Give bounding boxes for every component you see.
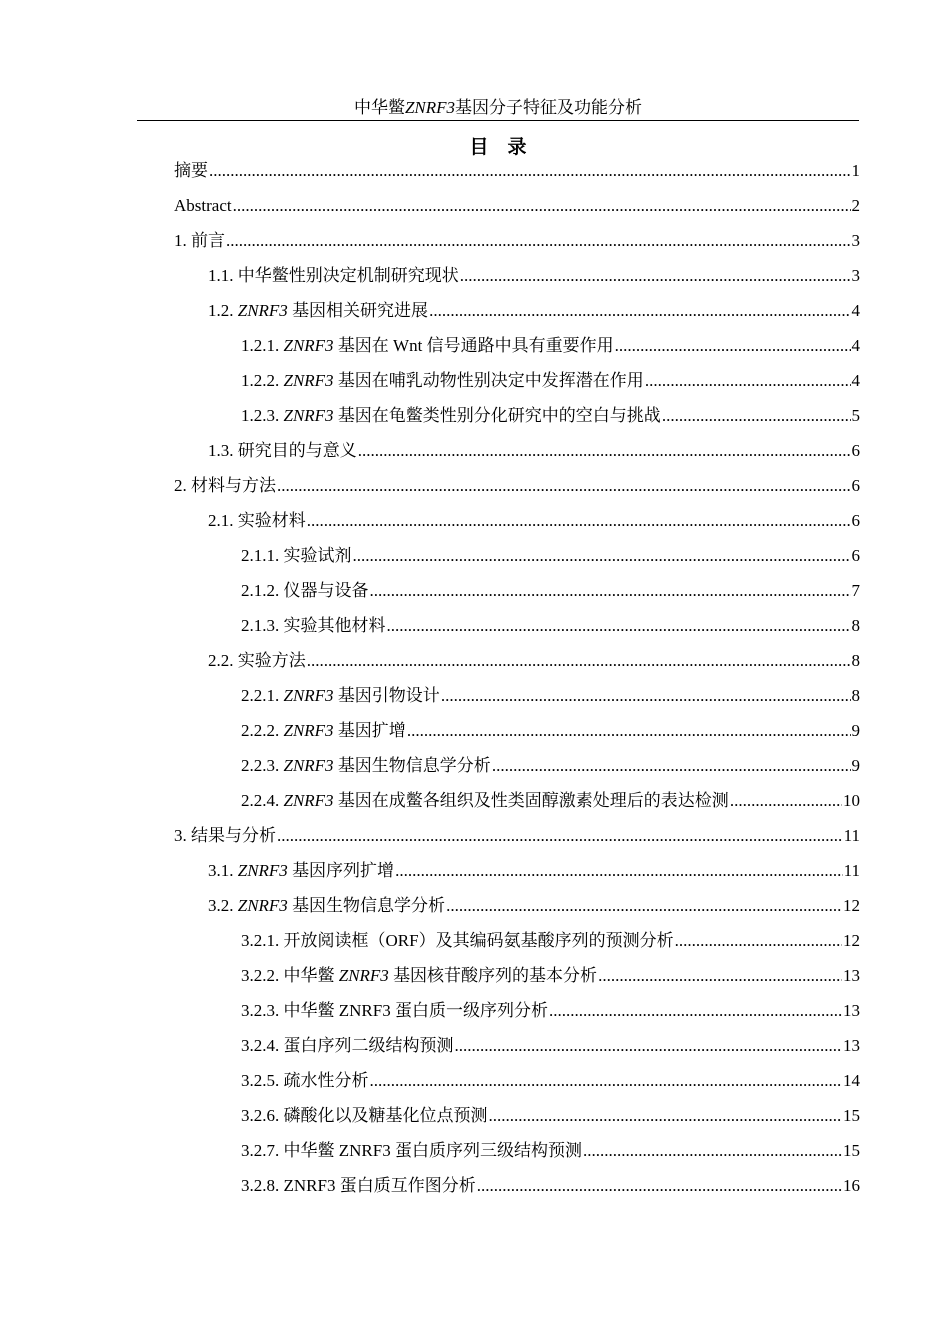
toc-entry-label (241, 997, 548, 1025)
toc-page-number: 11 (843, 861, 860, 880)
toc-entry-text: 材料与方法 (191, 476, 276, 495)
toc-entry-text: 实验其他材料 (283, 616, 386, 635)
running-header (137, 96, 859, 121)
toc-entry-number: 3.2.5. (241, 1071, 284, 1090)
toc-entry-gene-name: ZNRF3 (283, 686, 334, 705)
toc-entry-label (241, 402, 661, 430)
toc-entry-gene-name: ZNRF3 (283, 756, 334, 775)
toc-entry-number: 2.2.4. (241, 791, 284, 810)
dot-leader (307, 507, 851, 535)
dot-leader (233, 192, 851, 220)
toc-entry-text: 中华鳖 ZNRF3 蛋白质序列三级结构预测 (283, 1141, 582, 1160)
toc-entry[interactable] (174, 297, 860, 332)
dot-leader (277, 822, 843, 850)
toc-entry-text-suffix: 基因在龟鳖类性别分化研究中的空白与挑战 (333, 406, 661, 425)
toc-page-number: 5 (851, 406, 860, 425)
toc-entry-text-suffix: 基因核苷酸序列的基本分析 (388, 966, 598, 985)
toc-entry[interactable] (174, 437, 860, 472)
toc-entry-text: 开放阅读框（ORF）及其编码氨基酸序列的预测分析 (283, 931, 674, 950)
toc-title: 目 录 (469, 137, 527, 158)
toc-entry-text: 疏水性分析 (283, 1071, 369, 1090)
toc-entry-number: 3.1. (208, 861, 238, 880)
toc-entry-number: 3. (174, 826, 191, 845)
toc-entry[interactable] (174, 507, 860, 542)
header-prefix: 中华鳖 (353, 98, 405, 117)
toc-entry[interactable] (174, 227, 860, 262)
dot-leader (307, 647, 851, 675)
toc-entry[interactable] (174, 647, 860, 682)
toc-page-number: 9 (851, 756, 860, 775)
toc-entry-number: 1.3. (208, 441, 238, 460)
toc-entry-number: 2.1.3. (241, 616, 284, 635)
toc-entry-text: 蛋白序列二级结构预测 (283, 1036, 454, 1055)
toc-entry-number: 1.2.2. (241, 371, 284, 390)
toc-entry-number: 2.2.2. (241, 721, 284, 740)
dot-leader (477, 1172, 842, 1200)
toc-entry[interactable] (174, 612, 860, 647)
toc-entry-label (174, 192, 232, 220)
dot-leader (455, 1032, 843, 1060)
toc-entry-number: 2.2.3. (241, 756, 284, 775)
toc-entry[interactable] (174, 332, 860, 367)
dot-leader (549, 997, 842, 1025)
toc-page-number: 6 (851, 546, 860, 565)
toc-page-number: 12 (843, 896, 860, 915)
toc-page-number: 8 (851, 651, 860, 670)
toc-page-number: 4 (851, 336, 860, 355)
toc-entry-text: 研究目的与意义 (237, 441, 357, 460)
toc-entry-text: Abstract (174, 196, 232, 215)
toc-entry-text-suffix: 基因生物信息学分析 (333, 756, 491, 775)
toc-entry-label (241, 752, 491, 780)
toc-entry-number: 3.2.8. (241, 1176, 284, 1195)
toc-page-number: 1 (851, 161, 860, 180)
toc-page-number: 13 (843, 1036, 860, 1055)
toc-entry[interactable] (174, 717, 860, 752)
toc-entry-number: 2.2. (208, 651, 238, 670)
toc-entry-text-suffix: 基因在 Wnt 信号通路中具有重要作用 (333, 336, 614, 355)
dot-leader (209, 157, 851, 185)
toc-entry-label (241, 542, 352, 570)
toc-entry-number: 2. (174, 476, 191, 495)
toc-entry-text-suffix: 基因引物设计 (333, 686, 440, 705)
toc-entry[interactable] (174, 857, 860, 892)
toc-entry-text: 仪器与设备 (283, 581, 369, 600)
toc-entry-number: 3.2.1. (241, 931, 284, 950)
toc-entry-gene-name: ZNRF3 (283, 371, 334, 390)
toc-page-number: 14 (843, 1071, 860, 1090)
toc-entry-number: 1.1. (208, 266, 238, 285)
toc-entry-label (241, 577, 369, 605)
dot-leader (645, 367, 851, 395)
toc-entry-number: 2.1.1. (241, 546, 284, 565)
toc-entry-number: 3.2.2. (241, 966, 284, 985)
toc-page-number: 15 (843, 1106, 860, 1125)
dot-leader (460, 262, 851, 290)
toc-page-number: 10 (843, 791, 860, 810)
toc-entry[interactable] (174, 542, 860, 577)
toc-entry-number: 1.2.3. (241, 406, 284, 425)
toc-entry-number: 3.2. (208, 896, 238, 915)
dot-leader (446, 892, 842, 920)
toc-entry-gene-name: ZNRF3 (283, 406, 334, 425)
toc-page-number: 6 (851, 441, 860, 460)
toc-entry-number: 3.2.4. (241, 1036, 284, 1055)
dot-leader (662, 402, 851, 430)
toc-entry-label (241, 682, 440, 710)
toc-entry-label (241, 612, 386, 640)
toc-entry[interactable] (174, 1172, 860, 1207)
toc-entry-text: 前言 (191, 231, 225, 250)
toc-entry-gene-name: ZNRF3 (237, 861, 288, 880)
toc-page-number: 11 (843, 826, 860, 845)
toc-entry-label (174, 157, 208, 185)
toc-entry-number: 1.2.1. (241, 336, 284, 355)
toc-entry-text-suffix: 基因扩增 (333, 721, 406, 740)
toc-entry[interactable] (174, 787, 860, 822)
toc-entry-label (208, 437, 357, 465)
toc-page-number: 4 (851, 301, 860, 320)
dot-leader (370, 1067, 843, 1095)
toc-entry-number: 1. (174, 231, 191, 250)
toc-entry-number: 3.2.7. (241, 1141, 284, 1160)
toc-entry-text-suffix: 基因序列扩增 (287, 861, 395, 880)
toc-entry-text-suffix: 基因在成鳖各组织及性类固醇激素处理后的表达检测 (333, 791, 729, 810)
toc-page-number: 15 (843, 1141, 860, 1160)
toc-entry-label (208, 892, 445, 920)
toc-page-number: 6 (851, 476, 860, 495)
toc-entry-gene-name: ZNRF3 (338, 966, 389, 985)
dot-leader (226, 227, 851, 255)
toc-entry[interactable] (174, 822, 860, 857)
toc-entry-number: 2.2.1. (241, 686, 284, 705)
dot-leader (358, 437, 851, 465)
toc-entry-number: 3.2.3. (241, 1001, 284, 1020)
toc-entry-text: 摘要 (174, 161, 208, 180)
toc-entry[interactable] (174, 1137, 860, 1172)
toc-entry-label (241, 1102, 488, 1130)
toc-entry-text: 实验方法 (237, 651, 306, 670)
toc-entry-text: ZNRF3 蛋白质互作图分析 (283, 1176, 476, 1195)
toc-entry-label (241, 1032, 454, 1060)
toc-page-number: 3 (851, 231, 860, 250)
toc-entry[interactable] (174, 682, 860, 717)
toc-entry-label (241, 1172, 476, 1200)
toc-entry[interactable] (174, 577, 860, 612)
toc-entry-text: 中华鳖 (283, 966, 339, 985)
toc-page-number: 13 (843, 966, 860, 985)
toc-entry-number: 2.1. (208, 511, 238, 530)
dot-leader (395, 857, 843, 885)
dot-leader (489, 1102, 843, 1130)
toc-entry[interactable] (174, 892, 860, 927)
dot-leader (353, 542, 851, 570)
toc-entry-text: 实验试剂 (283, 546, 352, 565)
dot-leader (675, 927, 842, 955)
toc-entry[interactable] (174, 752, 860, 787)
dot-leader (730, 787, 842, 815)
toc-entry[interactable] (174, 997, 860, 1032)
toc-entry[interactable] (174, 1032, 860, 1067)
toc-page-number: 6 (851, 511, 860, 530)
toc-entry-text-suffix: 基因生物信息学分析 (287, 896, 446, 915)
toc-entry[interactable] (174, 1102, 860, 1137)
dot-leader (407, 717, 851, 745)
dot-leader (492, 752, 851, 780)
toc-page-number: 4 (851, 371, 860, 390)
toc-entry-gene-name: ZNRF3 (237, 896, 288, 915)
dot-leader (370, 577, 851, 605)
toc-entry-text-suffix: 基因相关研究进展 (287, 301, 429, 320)
toc-entry-text: 磷酸化以及糖基化位点预测 (283, 1106, 488, 1125)
toc-page-number: 8 (851, 616, 860, 635)
toc-entry-label (208, 262, 459, 290)
toc-entry-label (241, 787, 729, 815)
dot-leader (583, 1137, 842, 1165)
toc-entry-text: 结果与分析 (191, 826, 276, 845)
toc-entry-text: 实验材料 (237, 511, 306, 530)
toc-entry[interactable] (174, 367, 860, 402)
toc-entry-label (174, 822, 276, 850)
toc-entry[interactable] (174, 1067, 860, 1102)
toc-entry-label (208, 647, 306, 675)
header-gene-name: ZNRF3 (404, 98, 456, 117)
toc-page-number: 8 (851, 686, 860, 705)
toc-entry-label (241, 962, 597, 990)
toc-entry-label (241, 717, 406, 745)
dot-leader (598, 962, 842, 990)
toc-page-number: 12 (843, 931, 860, 950)
toc-entry-label (174, 227, 225, 255)
toc-entry-label (241, 332, 614, 360)
toc-entry-number: 3.2.6. (241, 1106, 284, 1125)
toc-entry-text: 中华鳖性别决定机制研究现状 (237, 266, 459, 285)
dot-leader (441, 682, 851, 710)
toc-entry-label (241, 367, 644, 395)
toc-entry-text: 中华鳖 ZNRF3 蛋白质一级序列分析 (283, 1001, 548, 1020)
dot-leader (387, 612, 851, 640)
toc-page-number: 3 (851, 266, 860, 285)
toc-page-number: 9 (851, 721, 860, 740)
toc-page-number: 7 (851, 581, 860, 600)
toc-entry-label (241, 1067, 369, 1095)
toc-entry-label (174, 472, 276, 500)
toc-entry[interactable] (174, 157, 860, 192)
toc-entry[interactable] (174, 402, 860, 437)
dot-leader (429, 297, 850, 325)
toc-page-number: 16 (843, 1176, 860, 1195)
toc-entry-gene-name: ZNRF3 (283, 721, 334, 740)
toc-entry-label (208, 297, 428, 325)
toc-entry-gene-name: ZNRF3 (283, 336, 334, 355)
toc-entry-gene-name: ZNRF3 (283, 791, 334, 810)
toc-entry[interactable] (174, 927, 860, 962)
toc-entry-label (241, 1137, 582, 1165)
toc-entry[interactable] (174, 192, 860, 227)
toc-entry[interactable] (174, 962, 860, 997)
toc-entry[interactable] (174, 262, 860, 297)
toc-entry-number: 2.1.2. (241, 581, 284, 600)
toc-entry[interactable] (174, 472, 860, 507)
toc-entry-label (241, 927, 674, 955)
toc-entry-number: 1.2. (208, 301, 238, 320)
table-of-contents (174, 157, 860, 1207)
toc-entry-label (208, 857, 394, 885)
header-suffix: 基因分子特征及功能分析 (455, 98, 643, 117)
dot-leader (615, 332, 851, 360)
toc-entry-label (208, 507, 306, 535)
toc-page-number: 13 (843, 1001, 860, 1020)
toc-entry-gene-name: ZNRF3 (237, 301, 288, 320)
toc-entry-text-suffix: 基因在哺乳动物性别决定中发挥潜在作用 (333, 371, 644, 390)
dot-leader (277, 472, 851, 500)
toc-page-number: 2 (851, 196, 860, 215)
